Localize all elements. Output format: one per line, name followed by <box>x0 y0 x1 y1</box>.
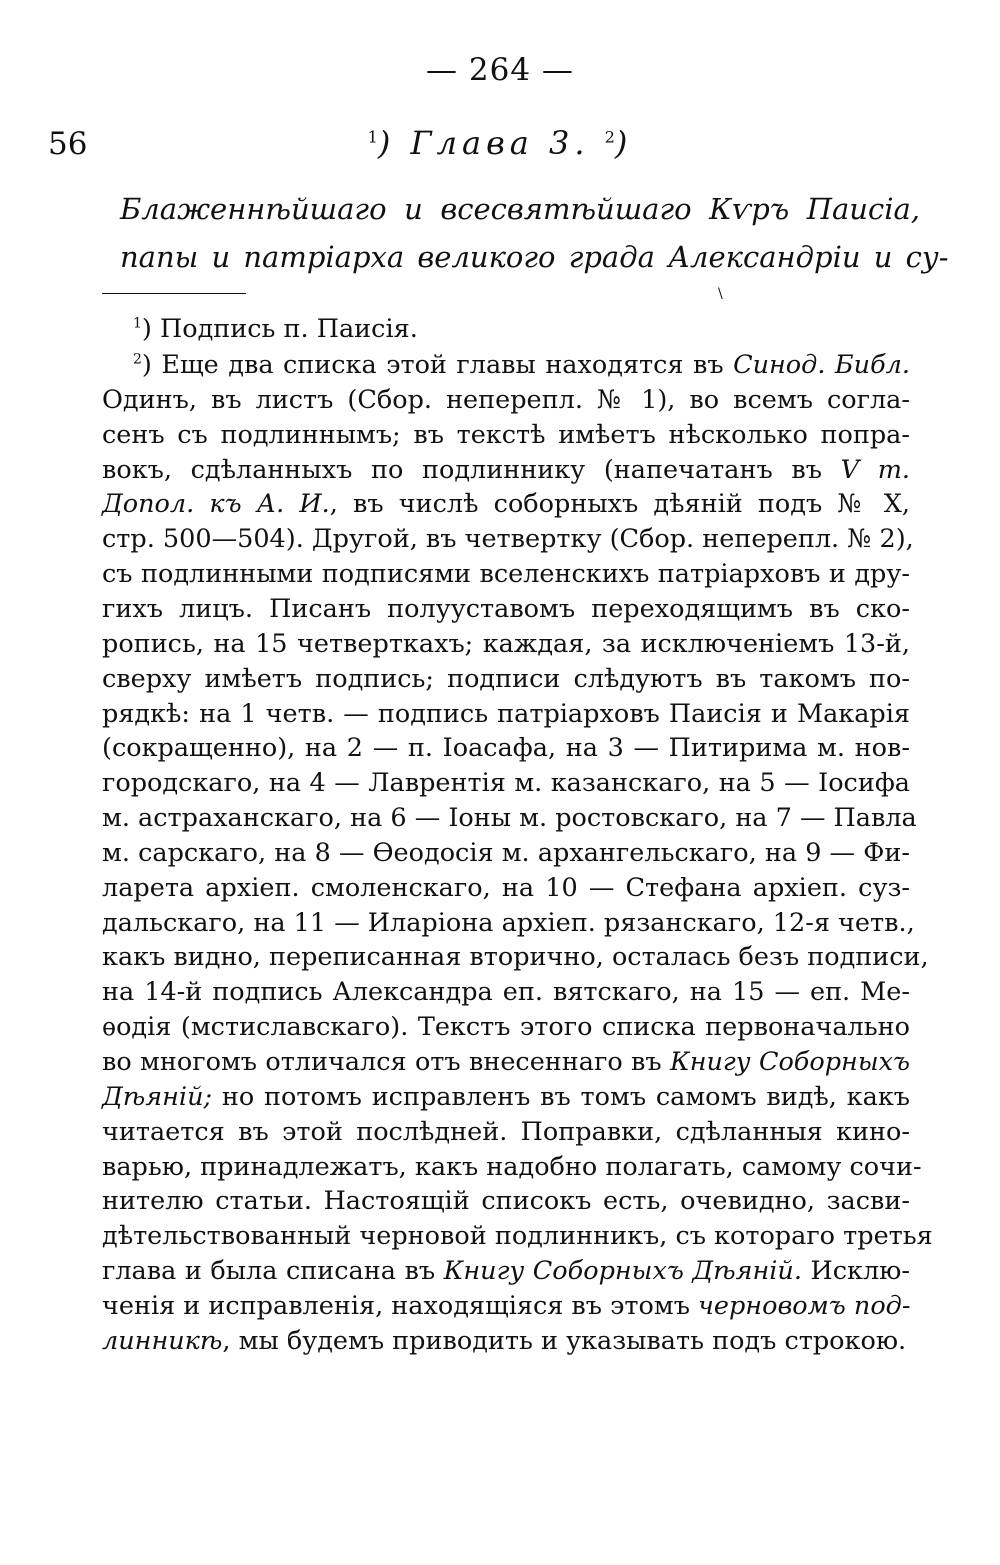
text-segment: но потомъ исправленъ въ томъ самомъ видѣ, какъ <box>212 1081 910 1112</box>
footnote-2-line <box>102 557 910 591</box>
italic-text: Допол. къ А. И. <box>102 489 330 520</box>
text-segment: гихъ лицъ. Писанъ полууставомъ переходящимъ въ ско- <box>102 593 910 624</box>
text-segment: нителю статьи. Настоящій списокъ есть, очевидно, засви- <box>102 1186 910 1217</box>
text-segment: Одинъ, въ листъ (Сбор. неперепл. № 1), во всемъ согла- <box>102 384 910 415</box>
text-segment: (сокращенно), на 2 — п. Іоасафа, на 3 — Питирима м. нов- <box>102 733 910 764</box>
italic-text: V т. <box>840 454 910 485</box>
footnote-2-line <box>102 697 910 731</box>
footnote-2-line <box>102 453 910 487</box>
footnote-2-line <box>102 1115 910 1149</box>
text-segment: , въ числѣ соборныхъ дѣяній подъ № X, <box>329 489 910 520</box>
italic-text: черновомъ под- <box>698 1290 911 1321</box>
text-segment: вокъ, сдѣланныхъ по подлиннику (напечатанъ въ <box>102 454 841 485</box>
footnote-2-line <box>102 766 910 800</box>
footnote-2-line <box>102 522 914 556</box>
footnote-2-line <box>102 1254 910 1288</box>
footnote-2-line <box>102 731 910 765</box>
italic-text: Книгу Соборныхъ <box>669 1047 910 1077</box>
text-segment: варью, принадлежатъ, какъ надобно полагать, самому сочи- <box>102 1151 922 1182</box>
text-segment: ченія и исправленія, находящіяся въ этомъ <box>102 1290 699 1321</box>
text-segment: ларета архіеп. смоленскаго, на 10 — Стефана архіеп. суз- <box>102 872 910 903</box>
footnote-2-line <box>102 1324 910 1358</box>
title-line: Блаженнѣйшаго и всесвятѣйшаго Кѵръ Паисіа, <box>120 192 920 226</box>
footnote-ref-1[interactable]: 1 <box>367 127 378 147</box>
text-segment: съ подлинными подписями вселенскихъ патріарховъ и дру- <box>102 559 910 590</box>
text-segment: рядкѣ: на 1 четв. — подпись патріарховъ Паисія и Макарія <box>102 698 910 729</box>
footnote-2-line <box>102 1080 910 1114</box>
text-segment: какъ видно, переписанная вторично, осталась безъ подписи, <box>102 942 929 973</box>
footnote-1-mark: 1 <box>133 315 142 332</box>
text-segment: на 14-й подпись Александра еп. вятскаго, на 15 — еп. Ме- <box>102 977 910 1008</box>
text-segment: , мы будемъ приводить и указывать подъ строкою. <box>222 1325 907 1356</box>
text-segment: сенъ съ подлиннымъ; въ текстѣ имѣетъ нѣсколько попра- <box>102 419 910 450</box>
italic-text: Книгу Соборныхъ Дѣяній. <box>443 1256 802 1287</box>
text-segment: сверху имѣетъ подпись; подписи слѣдуютъ въ такомъ по- <box>102 663 910 694</box>
footnote-2-line <box>102 906 915 940</box>
text-segment: во многомъ отличался отъ внесеннаго въ <box>102 1047 670 1077</box>
footnote-2-line <box>102 836 910 870</box>
footnote-2-line <box>102 662 910 696</box>
text-segment: Еще два списка этой главы находятся въ <box>161 350 734 380</box>
text-segment: Исклю- <box>801 1256 910 1287</box>
footnote-ref-2[interactable]: 2 <box>604 127 615 147</box>
text-segment: м. сарскаго, на 8 — Ѳеодосія м. архангельскаго, на 9 — Фи- <box>102 837 910 868</box>
text-segment: дальскаго, на 11 — Иларіона архіеп. рязанскаго, 12-я четв., <box>102 907 915 938</box>
footnote-2-line <box>102 1184 910 1218</box>
footnote-2-line <box>102 592 910 626</box>
footnote-2-line <box>102 487 910 521</box>
text-segment: ропись, на 15 четверткахъ; каждая, за исключеніемъ 13-й, <box>102 628 910 659</box>
footnote-2-line <box>102 871 910 905</box>
italic-text: линникѣ <box>102 1325 223 1356</box>
chapter-heading-text: Глава 3. <box>410 124 590 162</box>
footnote-1-text: Подпись п. Паисія. <box>159 314 418 344</box>
footnote-2-mark: 2 <box>133 351 142 368</box>
text-segment: м. астраханскаго, на 6 — Іоны м. ростовскаго, на 7 — Павла <box>102 803 917 834</box>
chapter-heading: $^1$) Глава 3. $^2$) <box>367 124 633 162</box>
italic-text: Дѣяній; <box>102 1081 213 1112</box>
italic-text: Синод. Библ. <box>733 350 910 380</box>
footnote-2-line <box>102 1045 910 1079</box>
text-segment: стр. 500—504). Другой, въ четвертку (Сбор. неперепл. № 2), <box>102 524 914 555</box>
text-segment: глава и была списана въ <box>102 1256 444 1287</box>
footnote-2-line: $^2$) Еще два списка этой главы находятся въ Синод. Библ. <box>133 350 910 380</box>
text-segment: дѣтельствованный черновой подлинникъ, съ котораго третья <box>102 1221 933 1252</box>
text-segment: ѳодія (мстиславскаго). Текстъ этого списка первоначально <box>102 1012 910 1043</box>
footnote-2-line <box>102 1010 910 1044</box>
title-line: папы и патріарха великого града Александріи и су- <box>120 240 949 274</box>
page-number: — 264 — <box>426 52 574 88</box>
footnote-2-line <box>102 418 910 452</box>
footnote-1: $^1$) Подпись п. Паисія. <box>133 314 418 344</box>
footnote-2-line <box>102 627 910 661</box>
footnote-2-line <box>102 1150 922 1184</box>
footnote-2-line <box>102 940 929 974</box>
footnote-2-line <box>102 1289 910 1323</box>
stray-mark: \ <box>718 286 723 302</box>
footnote-divider <box>102 293 246 294</box>
footnote-2-line <box>102 383 910 417</box>
footnote-2-line <box>102 801 917 835</box>
footnote-2-line <box>102 1219 933 1253</box>
footnote-2-line <box>102 975 910 1009</box>
text-segment: городскаго, на 4 — Лаврентія м. казанскаго, на 5 — Іосифа <box>102 768 910 799</box>
text-segment: читается въ этой послѣдней. Поправки, сдѣланныя кино- <box>102 1116 910 1147</box>
margin-number: 56 <box>48 126 88 162</box>
